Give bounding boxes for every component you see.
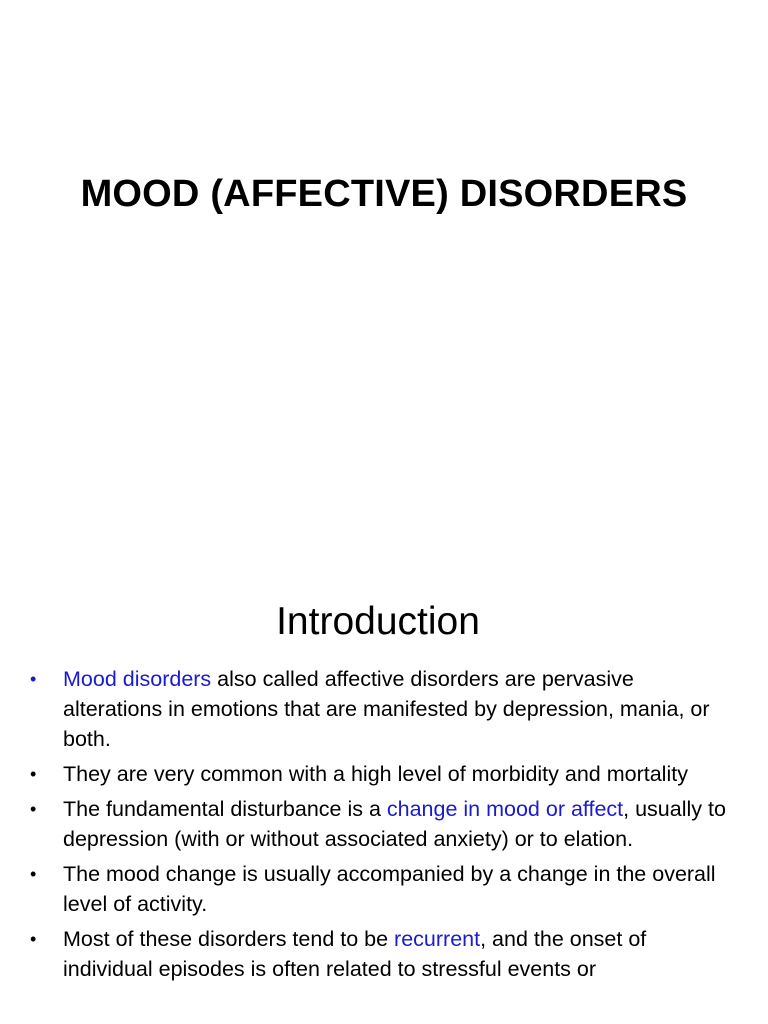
bullet-list <box>30 664 730 989</box>
bullet-highlight: recurrent <box>394 927 481 951</box>
bullet-text: They are very common with a high level of morbidity and mortality <box>63 762 688 786</box>
bullet-text: , and the onset of individual episodes is often related to stressful events or <box>63 927 647 981</box>
section-title: Introduction <box>276 600 480 643</box>
bullet-marker: • <box>30 929 37 949</box>
bullet-highlight: Mood disorders <box>63 667 212 691</box>
bullet-marker: • <box>30 799 37 819</box>
bullet-item <box>30 794 730 854</box>
bullet-text: Most of these disorders tend to be <box>63 927 395 951</box>
bullet-text: also called affective disorders are pervasive alterations in emotions that are manifested by depression, mania, or both. <box>63 667 710 751</box>
bullet-marker: • <box>30 669 37 689</box>
bullet-marker: • <box>30 764 37 784</box>
bullet-text: The mood change is usually accompanied by a change in the overall level of activity. <box>63 862 716 916</box>
bullet-highlight: change in mood or affect <box>386 797 624 821</box>
bullet-text: , usually to depression (with or without associated anxiety) or to elation. <box>63 797 726 851</box>
bullet-item <box>30 759 730 789</box>
bullet-text: The fundamental disturbance is a <box>63 797 387 821</box>
bullet-item <box>30 859 730 919</box>
bullet-item <box>30 664 730 754</box>
bullet-marker: • <box>30 864 37 884</box>
bullet-item <box>30 924 730 984</box>
slide-title: MOOD (AFFECTIVE) DISORDERS <box>80 173 688 215</box>
